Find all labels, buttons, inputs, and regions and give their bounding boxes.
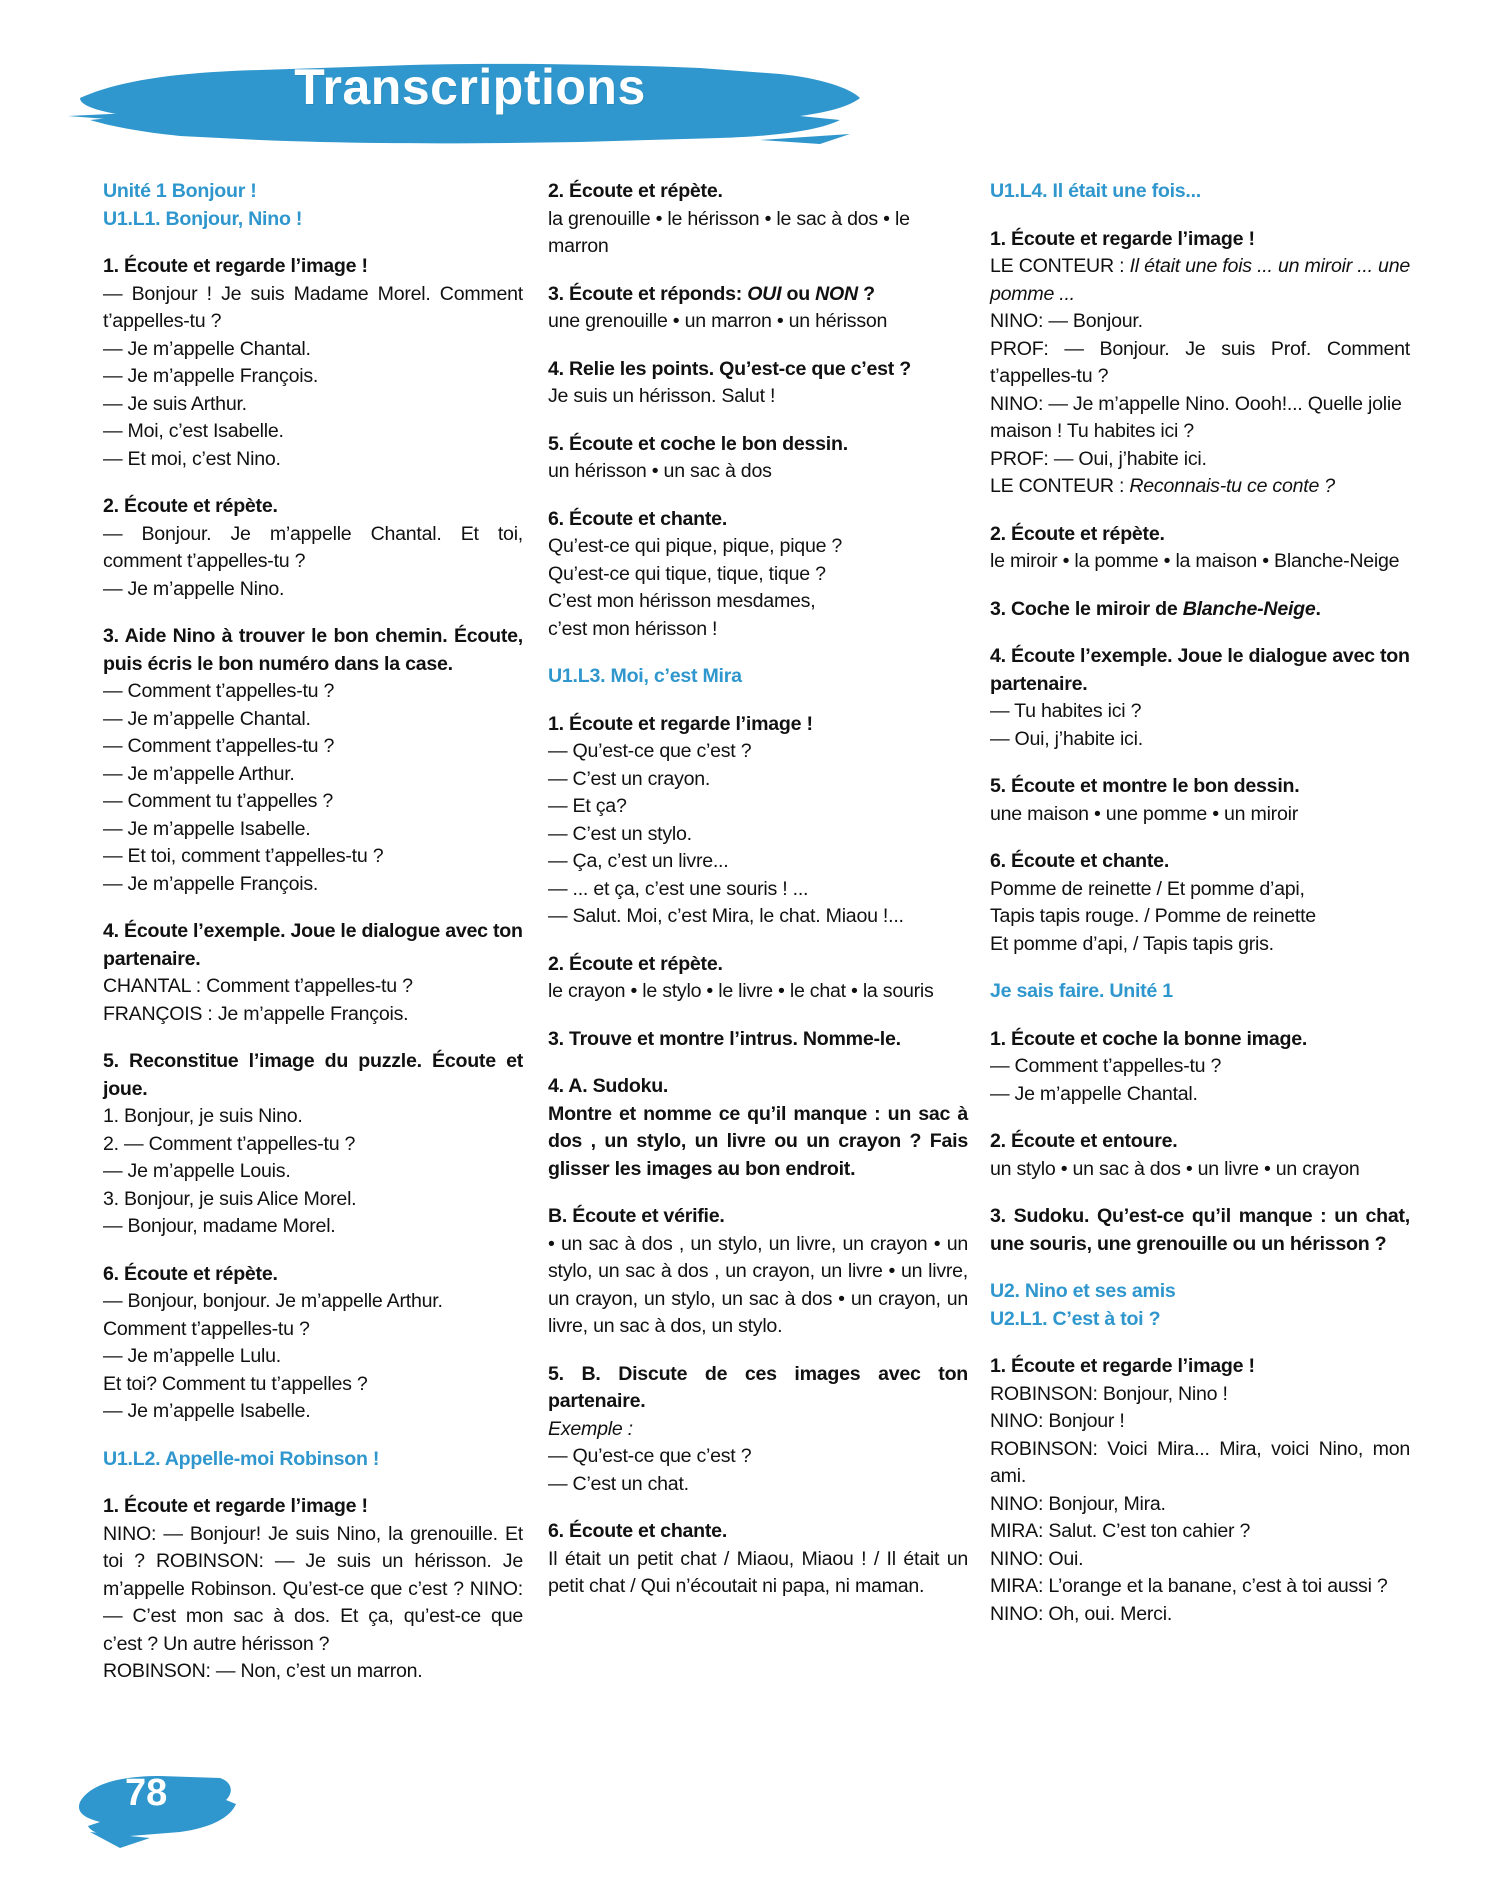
lesson-heading: U2.L1. C’est à toi ?	[990, 1307, 1161, 1330]
exercise-block	[103, 1261, 523, 1426]
transcript-line: — Qu’est-ce que c’est ?	[548, 740, 752, 762]
transcript-line: NINO: — Je m’appelle Nino. Oooh!... Quelle jolie maison ! Tu habites ici ?	[990, 392, 1402, 442]
transcript-line: — Je m’appelle Chantal.	[990, 1082, 1198, 1105]
exercise-block	[548, 281, 968, 336]
transcript-text: Je suis un hérisson. Salut !	[548, 385, 776, 407]
exercise-block	[548, 951, 968, 1006]
exercise-title: 5. Reconstitue l’image du puzzle. Écoute et joue.	[103, 1050, 523, 1100]
transcript-text: un hérisson • un sac à dos	[548, 460, 772, 482]
transcript-line: — Je m’appelle Isabelle.	[103, 1400, 311, 1422]
transcript-text: le crayon • le stylo • le livre • le chat • la souris	[548, 980, 934, 1002]
exercise-block	[103, 1048, 523, 1241]
exercise-block	[548, 356, 968, 411]
transcript-line: Pomme de reinette / Et pomme d’api,	[990, 877, 1305, 900]
exercise-title: 1. Écoute et regarde l’image !	[990, 1355, 1255, 1377]
page-number: 78	[125, 1772, 168, 1814]
transcript-line: ROBINSON: Voici Mira... Mira, voici Nino, mon ami.	[990, 1437, 1410, 1487]
transcript-line: FRANÇOIS : Je m’appelle François.	[103, 1002, 409, 1025]
transcript-line: Qu’est-ce qui tique, tique, tique ?	[548, 562, 826, 585]
exercise-block	[103, 253, 523, 473]
transcript-line: — Je suis Arthur.	[103, 392, 247, 415]
transcript-line: MIRA: L’orange et la banane, c’est à toi aussi ?	[990, 1575, 1388, 1597]
transcript-text: une maison • une pomme • un miroir	[990, 802, 1298, 825]
transcript-line: — ... et ça, c’est une souris ! ...	[548, 877, 809, 900]
transcript-text: la grenouille • le hérisson • le sac à dos • le marron	[548, 207, 910, 257]
transcript-line: — Je m’appelle Louis.	[103, 1160, 291, 1182]
transcript-line: — Comment t’appelles-tu ?	[103, 735, 335, 757]
transcript-line: — Bonjour, madame Morel.	[103, 1215, 336, 1237]
exercise-title: 3. Écoute et réponds: OUI ou NON ?	[548, 282, 875, 305]
exercise-title: 4. Écoute l’exemple. Joue le dialogue avec ton partenaire.	[103, 920, 523, 970]
transcript-line: — Ça, c’est un livre...	[548, 850, 729, 872]
transcript-line: — Comment t’appelles-tu ?	[990, 1055, 1222, 1077]
exercise-title: 2. Écoute et répète.	[990, 522, 1165, 545]
exercise-title: 3. Aide Nino à trouver le bon chemin. Écoute, puis écris le bon numéro dans la case.	[103, 625, 523, 675]
transcript-text: — Bonjour, bonjour. Je m’appelle Arthur. Comment t’appelles-tu ?	[103, 1290, 443, 1340]
header-banner	[60, 40, 880, 160]
exercise-title: 1. Écoute et regarde l’image !	[103, 255, 368, 277]
lesson-heading: U1.L3. Moi, c’est Mira	[548, 665, 742, 687]
transcript-line: — C’est un chat.	[548, 1472, 689, 1495]
transcript-line: — Je m’appelle Arthur.	[103, 762, 295, 785]
exercise-title: 5. B. Discute de ces images avec ton partenaire.	[548, 1362, 968, 1412]
exercise-title: 6. Écoute et chante.	[990, 850, 1170, 872]
exercise-title: 1. Écoute et regarde l’image !	[990, 227, 1255, 250]
transcript-line: C’est mon hérisson mesdames,	[548, 590, 816, 612]
transcript-line: NINO: Bonjour, Mira.	[990, 1492, 1166, 1515]
narrator-line: LE CONTEUR : Reconnais-tu ce conte ?	[990, 475, 1335, 497]
exercise-block	[990, 596, 1410, 624]
exercise-block	[990, 521, 1410, 576]
exercise-title: 3. Trouve et montre l’intrus. Nomme-le.	[548, 1027, 901, 1050]
transcript-text: — Bonjour. Je m’appelle Chantal. Et toi, comment t’appelles-tu ?	[103, 522, 523, 572]
exercise-title: 6. Écoute et chante.	[548, 507, 728, 530]
transcript-line: — Moi, c’est Isabelle.	[103, 420, 284, 442]
lesson-heading: U1.L1. Bonjour, Nino !	[103, 207, 303, 230]
transcript-line: ROBINSON: — Non, c’est un marron.	[103, 1660, 423, 1682]
transcript-line: — Comment tu t’appelles ?	[103, 790, 334, 812]
exercise-title: 6. Écoute et chante.	[548, 1520, 728, 1542]
column-2	[548, 178, 968, 1621]
exercise-title: 3. Coche le miroir de Blanche-Neige.	[990, 597, 1321, 620]
transcript-line: NINO: Oh, oui. Merci.	[990, 1602, 1173, 1625]
transcript-line: MIRA: Salut. C’est ton cahier ?	[990, 1520, 1251, 1542]
exercise-block	[548, 1026, 968, 1054]
transcript-line: — C’est un crayon.	[548, 767, 711, 790]
exercise-title: 5. Écoute et montre le bon dessin.	[990, 775, 1300, 797]
transcript-text: une grenouille • un marron • un hérisson	[548, 310, 888, 332]
transcript-line: PROF: — Bonjour. Je suis Prof. Comment t’appelles-tu ?	[990, 337, 1410, 387]
exercise-block	[990, 1026, 1410, 1109]
transcript-line: — Salut. Moi, c’est Mira, le chat. Miaou !...	[548, 905, 904, 927]
exercise-block	[548, 431, 968, 486]
exercise-block	[990, 1203, 1410, 1258]
exercise-block	[990, 226, 1410, 501]
transcript-line: Qu’est-ce qui pique, pique, pique ?	[548, 535, 843, 557]
exercise-block	[103, 493, 523, 603]
exercise-title: 2. Écoute et répète.	[103, 495, 278, 517]
exercise-block	[548, 506, 968, 644]
transcript-line: PROF: — Oui, j’habite ici.	[990, 447, 1207, 470]
unit-heading: U2. Nino et ses amis	[990, 1280, 1176, 1302]
exercise-block	[548, 1073, 968, 1183]
exercise-title: 5. Écoute et coche le bon dessin.	[548, 432, 848, 455]
transcript-line: NINO: — Bonjour.	[990, 310, 1143, 332]
transcript-line: ROBINSON: Bonjour, Nino !	[990, 1382, 1228, 1405]
exercise-title: 4. Relie les points. Qu’est-ce que c’est ?	[548, 357, 911, 380]
transcript-line: — Je m’appelle Chantal.	[103, 337, 311, 360]
exercise-title: 3. Sudoku. Qu’est-ce qu’il manque : un chat, une souris, une grenouille ou un hérisson ?	[990, 1205, 1410, 1255]
transcript-line: — Je m’appelle Isabelle.	[103, 817, 311, 840]
exercise-block	[990, 1353, 1410, 1628]
column-1	[103, 178, 523, 1706]
transcript-line: Et toi? Comment tu t’appelles ?	[103, 1372, 368, 1395]
transcript-line: — Tu habites ici ?	[990, 700, 1142, 722]
exercise-title: 4. A. Sudoku.	[548, 1075, 669, 1097]
transcript-line: — Je m’appelle Lulu.	[103, 1345, 281, 1367]
transcript-line: — Et toi, comment t’appelles-tu ?	[103, 845, 384, 867]
transcript-line: — Je m’appelle François.	[103, 365, 319, 387]
exercise-block	[548, 711, 968, 931]
exercise-instructions: Montre et nomme ce qu’il manque : un sac à dos , un stylo, un livre ou un crayon ? Fais glisser les images au bon endroit.	[548, 1102, 968, 1180]
exercise-title: 2. Écoute et entoure.	[990, 1130, 1178, 1152]
lesson-heading: U1.L2. Appelle-moi Robinson !	[103, 1447, 380, 1470]
transcript-line: — Et moi, c’est Nino.	[103, 447, 281, 470]
lesson-heading: Je sais faire. Unité 1	[990, 980, 1173, 1002]
exercise-block	[103, 623, 523, 898]
exercise-block	[103, 1493, 523, 1686]
exercise-block	[548, 1361, 968, 1499]
exercise-block	[990, 773, 1410, 828]
transcript-line: — Comment t’appelles-tu ?	[103, 680, 335, 702]
exercise-title: 4. Écoute l’exemple. Joue le dialogue avec ton partenaire.	[990, 645, 1410, 695]
exercise-block	[990, 848, 1410, 958]
exercise-title: 1. Écoute et coche la bonne image.	[990, 1027, 1308, 1050]
lesson-heading: U1.L4. Il était une fois...	[990, 180, 1202, 202]
page-number-badge	[70, 1762, 240, 1852]
transcript-line: 1. Bonjour, je suis Nino.	[103, 1105, 303, 1127]
exercise-title: 2. Écoute et répète.	[548, 952, 723, 975]
column-3	[990, 178, 1410, 1648]
transcript-text: NINO: — Bonjour! Je suis Nino, la grenouille. Et toi ? ROBINSON: — Je suis un hérisson. Je m’appelle Robinson. Qu’est-ce que c’est ? NINO: — C’est mon sac à dos. Et ça, qu’est-ce que c’est ? Un autre hérisson ?	[103, 1522, 523, 1655]
unit-heading: Unité 1 Bonjour !	[103, 180, 257, 202]
exercise-block	[990, 643, 1410, 753]
transcript-text: • un sac à dos , un stylo, un livre, un crayon • un stylo, un sac à dos , un crayon, un livre • un livre, un crayon, un stylo, un sac à dos • un crayon, un livre, un sac à dos, un stylo.	[548, 1232, 968, 1337]
exercise-title: 1. Écoute et regarde l’image !	[103, 1495, 368, 1517]
transcript-line: — Je m’appelle Nino.	[103, 577, 285, 600]
transcript-line: — C’est un stylo.	[548, 822, 692, 845]
exercise-block	[548, 1518, 968, 1601]
narrator-line: LE CONTEUR : Il était une fois ... un miroir ... une pomme ...	[990, 255, 1410, 305]
exercise-title: 1. Écoute et regarde l’image !	[548, 712, 813, 735]
exercise-block	[103, 918, 523, 1028]
transcript-line: — Qu’est-ce que c’est ?	[548, 1445, 752, 1467]
exercise-block	[548, 178, 968, 261]
transcript-line: Tapis tapis rouge. / Pomme de reinette	[990, 905, 1316, 927]
exercise-title: 6. Écoute et répète.	[103, 1262, 278, 1285]
transcript-line: — Je m’appelle Chantal.	[103, 707, 311, 730]
transcript-line: 2. — Comment t’appelles-tu ?	[103, 1132, 356, 1155]
exercise-title: B. Écoute et vérifie.	[548, 1205, 725, 1227]
transcript-line: c’est mon hérisson !	[548, 617, 718, 640]
transcript-text: le miroir • la pomme • la maison • Blanche-Neige	[990, 550, 1400, 572]
page-title: Transcriptions	[294, 59, 646, 115]
transcript-line: NINO: Oui.	[990, 1547, 1084, 1570]
example-label: Exemple :	[548, 1417, 633, 1440]
exercise-block	[990, 1128, 1410, 1183]
transcript-text: Il était un petit chat / Miaou, Miaou ! / Il était un petit chat / Qui n’écoutait ni papa, ni maman.	[548, 1547, 968, 1597]
transcript-text: — Bonjour ! Je suis Madame Morel. Comment t’appelles-tu ?	[103, 282, 523, 332]
transcript-line: — Et ça?	[548, 795, 627, 817]
transcript-text: un stylo • un sac à dos • un livre • un crayon	[990, 1157, 1360, 1180]
exercise-block	[548, 1203, 968, 1341]
transcript-line: Et pomme d’api, / Tapis tapis gris.	[990, 932, 1274, 955]
transcript-line: — Oui, j’habite ici.	[990, 727, 1143, 750]
transcript-line: NINO: Bonjour !	[990, 1410, 1125, 1432]
transcript-line: 3. Bonjour, je suis Alice Morel.	[103, 1187, 357, 1210]
transcript-line: — Je m’appelle François.	[103, 872, 319, 895]
transcript-line: CHANTAL : Comment t’appelles-tu ?	[103, 975, 413, 997]
exercise-title: 2. Écoute et répète.	[548, 180, 723, 202]
